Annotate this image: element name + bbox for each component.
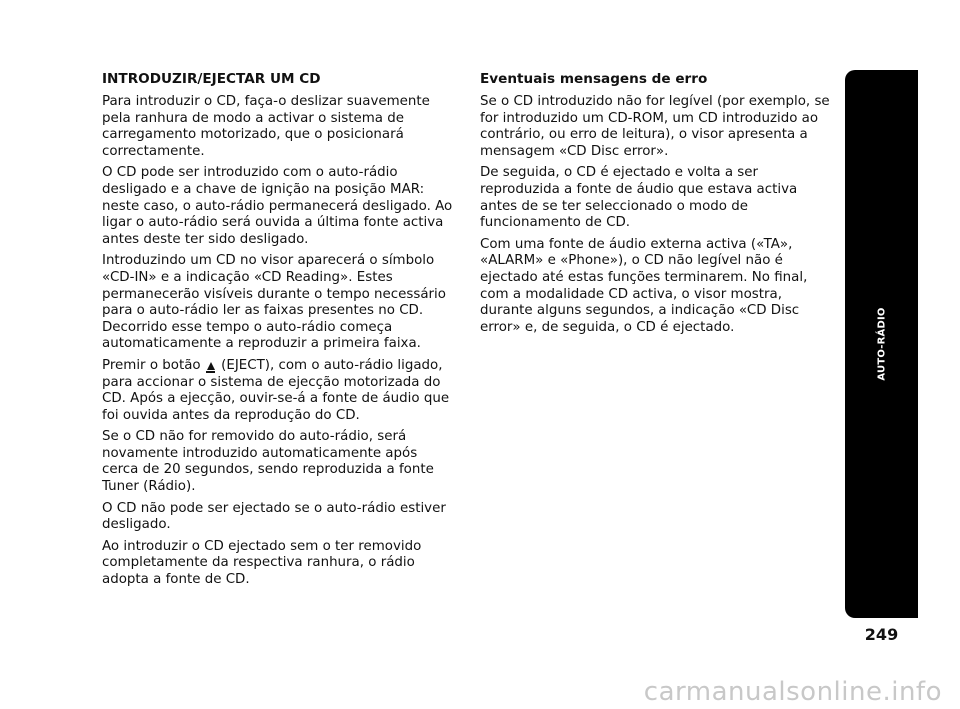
paragraph-partial-insert: Ao introduzir o CD ejectado sem o ter removido completamente da respectiva ranhura, o rádio adopta a fonte de CD. (102, 538, 422, 588)
right-column (480, 70, 830, 341)
page-number: 249 (864, 625, 899, 644)
eject-icon (207, 362, 215, 370)
section-heading-eject-cd: INTRODUZIR/EJECTAR UM CD (102, 71, 321, 87)
eject-text-before: Premir o botão (102, 357, 201, 373)
section-heading-error-messages: Eventuais mensagens de erro (480, 71, 708, 87)
paragraph-auto-reinsert: Se o CD não for removido do auto-rádio, será novamente introduzido automaticamente após cerca de 20 segundos, sendo reproduzida a fonte Tuner (Rádio). (102, 429, 434, 495)
paragraph-eject-resume: De seguida, o CD é ejectado e volta a ser reproduzida a fonte de áudio que estava activa antes de se ter seleccionado o modo de funcionamento de CD. (480, 165, 798, 231)
watermark: carmanualsonline.info (643, 677, 942, 707)
paragraph-radio-off: O CD pode ser introduzido com o auto-rádio desligado e a chave de ignição na posição MAR: neste caso, o auto-rádio permanecerá desligado. Ao ligar o auto-rádio será ouvida a última fonte activa antes deste ter sido desligado. (102, 165, 453, 247)
paragraph-insert-cd: Para introduzir o CD, faça-o deslizar suavemente pela ranhura de modo a activar o sistema de carregamento motorizado, que o posicionará correctamente. (102, 94, 430, 159)
paragraph-cd-reading: Introduzindo um CD no visor aparecerá o símbolo «CD-IN» e a indicação «CD Reading». Estes permanecerão visíveis durante o tempo necessário para o auto-rádio ler as faixas presentes no CD. Decorrido esse tempo o auto-rádio começa automaticamente a reproduzir a primeira faixa. (102, 253, 446, 352)
side-tab-label: AUTO-RÁDIO (876, 307, 887, 381)
eject-text-after: (EJECT), com o auto-rádio ligado, para accionar o sistema de ejecção motorizada do CD. Após a ejecção, ouvir-se-á a fonte de áudio que foi ouvida antes da reprodução do CD. (102, 357, 450, 423)
paragraph-no-eject-off: O CD não pode ser ejectado se o auto-rádio estiver desligado. (102, 500, 446, 533)
left-column (102, 70, 454, 594)
paragraph-eject-button (102, 358, 454, 424)
paragraph-disc-error: Se o CD introduzido não for legível (por exemplo, se for introduzido um CD-ROM, um CD introduzido ao contrário, ou erro de leitura), o visor apresenta a mensagem «CD Disc error». (480, 94, 830, 159)
section-side-tab (845, 70, 918, 618)
paragraph-external-source: Com uma fonte de áudio externa activa («TA», «ALARM» e «Phone»), o CD não legível não é ejectado até estas funções terminarem. No final, com a modalidade CD activa, o visor mostra, durante alguns segundos, a indicação «CD Disc error» e, de seguida, o CD é ejectado. (480, 236, 808, 335)
